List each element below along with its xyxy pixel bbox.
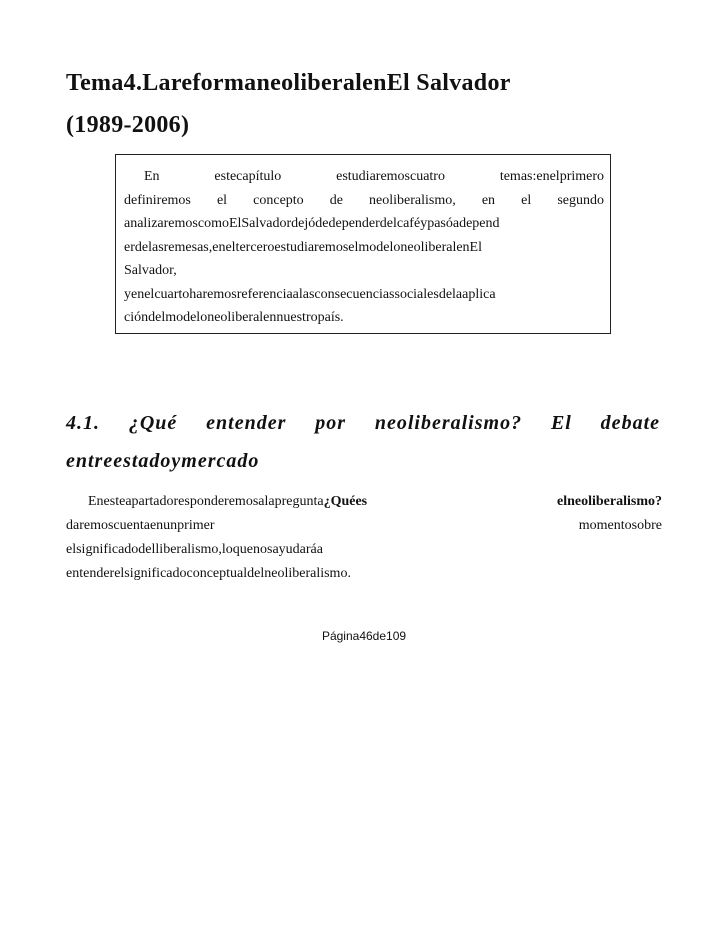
body-line-4: entenderelsignificadoconceptualdelneoliberalismo. [66,566,351,581]
abstract-word: temas:enelprimero [499,169,604,184]
section-heading-line-1 [66,404,660,442]
abstract-line-7: cióndelmodeloneoliberalennuestropaís. [124,310,344,325]
title-line-1: Tema4.LareformaneoliberalenEl Salvador [66,70,511,96]
abstract-line-3: analizaremoscomoElSalvadordejódedependerdelcaféypasóadepend [124,216,500,231]
body-line-2-right: momentosobre [578,518,662,533]
abstract-line-4: erdelasremesas,enelterceroestudiaremoselmodeloneoliberalenEl [124,239,482,255]
body-line-2-left: daremoscuentaenunprimer [66,518,215,533]
section-heading [66,404,660,480]
body-line-1-right: elneoliberalismo? [557,494,662,509]
abstract-line-6: yenelcuartoharemosreferenciaalasconsecuenciassocialesdelaaplica [124,286,496,302]
body-line-1-text: Enesteapartadoresponderemosalapregunta [88,494,324,509]
body-line-2 [66,514,662,538]
title-line-2: (1989-2006) [66,112,190,138]
document-title [66,62,676,146]
abstract-line-5: Salvador, [124,263,177,278]
abstract-word: estecapítulo [214,169,282,184]
section-heading-question: 4.1. ¿Qué entender por neoliberalismo? [66,412,523,434]
chapter-abstract-box [115,154,611,334]
body-line-3: elsignificadodelliberalismo,loquenosayudaráa [66,542,323,557]
abstract-line-2: definiremos el concepto de neoliberalismo, en el segundo [124,192,604,208]
abstract-word: estudiaremoscuatro [336,169,445,184]
abstract-line-1 [124,165,604,189]
abstract-word: En [144,169,160,184]
body-line-1-bold: ¿Quées [323,494,368,509]
page-number: Página46de109 [321,629,407,643]
section-heading-debate: El debate [550,412,660,434]
section-body-paragraph [66,490,662,586]
section-heading-line-2: entreestadoymercado [66,450,260,472]
body-line-1 [66,490,662,514]
